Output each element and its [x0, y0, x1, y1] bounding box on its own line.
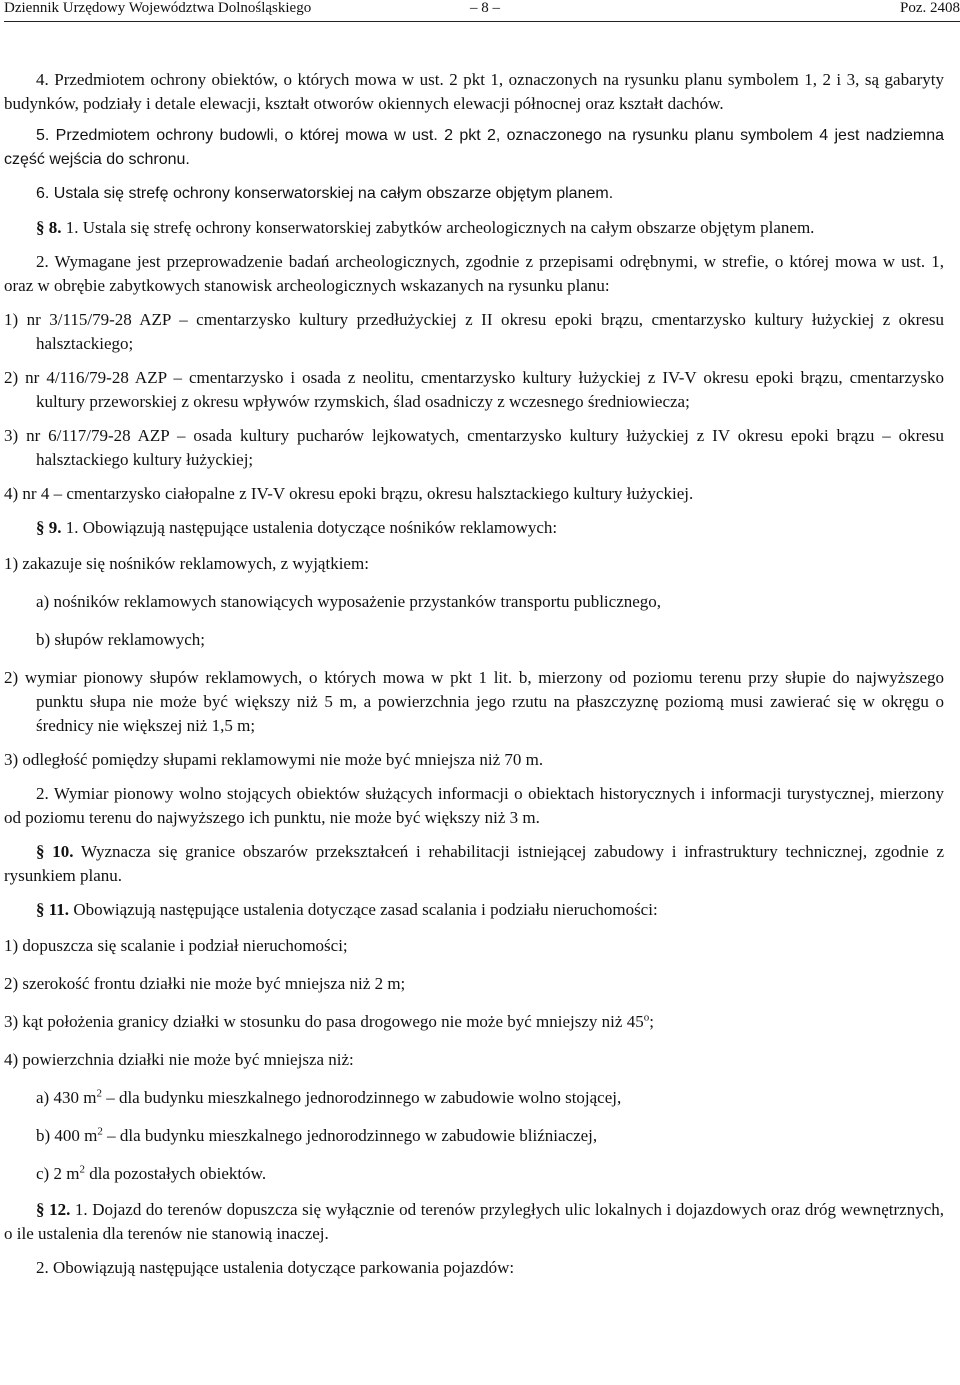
section-8-paragraph-2: 2. Wymagane jest przeprowadzenie badań archeologicznych, zgodnie z przepisami odrębnymi, w strefie, o której mowa w ust. 1, oraz w obrębie zabytkowych stanowisk archeologicznych wskazanych na rysunku planu:: [4, 252, 944, 295]
section-11: [4, 898, 944, 922]
section-11-item-3: 3) kąt położenia granicy działki w stosunku do pasa drogowego nie może być mniejszy niż 45$^o$;: [4, 1011, 654, 1031]
section-9-paragraph-1: [4, 516, 944, 540]
section-9-paragraph-2: 2. Wymiar pionowy wolno stojących obiektów służących informacji o obiektach historycznych i informacji turystycznej, mierzony od poziomu terenu do najwyższego ich punktu, nie może być większy niż 3 m.: [4, 784, 944, 827]
journal-title: Dziennik Urzędowy Województwa Dolnośląskiego: [4, 0, 312, 16]
section-text: 1. Obowiązują następujące ustalenia dotyczące nośników reklamowych:: [61, 518, 558, 537]
section-text: 1. Ustala się strefę ochrony konserwatorskiej zabytków archeologicznych na całym obszarze objętym planem.: [61, 218, 815, 237]
section-8-item-2: 2) nr 4/116/79-28 AZP – cmentarzysko i osada z neolitu, cmentarzysko kultury łużyckiej z IV-V okresu epoki brązu, cmentarzysko kultury przeworskiej z okresu wpływów rzymskich, ślad osadniczy z wczesnego średniowiecza;: [4, 368, 944, 411]
paragraph-5: 5. Przedmiotem ochrony budowli, o której mowa w ust. 2 pkt 2, oznaczonego na rysunku planu symbolem 4 jest nadziemna część wejścia do schronu.: [4, 127, 944, 168]
header-divider: [4, 21, 960, 22]
section-11-item-4a: a) 430 $m^2$ – dla budynku mieszkalnego jednorodzinnego w zabudowie wolno stojącej,: [36, 1087, 622, 1107]
paragraph-4: 4. Przedmiotem ochrony obiektów, o których mowa w ust. 2 pkt 1, oznaczonych na rysunku planu symbolem 1, 2 i 3, są gabaryty budynków, podziały i detale elewacji, kształt otworów okiennych elewacji północnej oraz kształt dachów.: [4, 70, 944, 113]
section-10: [4, 840, 944, 888]
section-number: § 11.: [36, 900, 70, 919]
position-number: Poz. 2408: [900, 0, 960, 16]
section-11-item-2: 2) szerokość frontu działki nie może być mniejsza niż 2 m;: [4, 974, 406, 993]
section-number: § 12.: [36, 1200, 71, 1219]
section-number: § 8.: [36, 218, 62, 237]
section-number: § 10.: [36, 842, 74, 861]
document-body: [4, 68, 944, 1280]
section-11-item-1: 1) dopuszcza się scalanie i podział nieruchomości;: [4, 936, 348, 955]
section-8-item-4: 4) nr 4 – cmentarzysko ciałopalne z IV-V okresu epoki brązu, okresu halsztackiego kultury łużyckiej.: [4, 484, 694, 503]
section-11-item-4c: c) 2 $m^2$ dla pozostałych obiektów.: [36, 1163, 267, 1183]
section-12-paragraph-2: 2. Obowiązują następujące ustalenia dotyczące parkowania pojazdów:: [36, 1258, 515, 1277]
paragraph-6: 6. Ustala się strefę ochrony konserwatorskiej na całym obszarze objętym planem.: [36, 185, 614, 202]
section-8-paragraph-1: [4, 216, 944, 240]
section-9-item-3: 3) odległość pomiędzy słupami reklamowymi nie może być mniejsza niż 70 m.: [4, 750, 544, 769]
section-12-paragraph-1: [4, 1198, 944, 1246]
section-text: 1. Dojazd do terenów dopuszcza się wyłącznie od terenów przyległych ulic lokalnych i dojazdowych oraz dróg wewnętrznych, o ile ustalenia dla terenów nie stanowią inaczej.: [4, 1200, 944, 1243]
section-text: Obowiązują następujące ustalenia dotyczące zasad scalania i podziału nieruchomości:: [69, 900, 658, 919]
section-11-item-4: 4) powierzchnia działki nie może być mniejsza niż:: [4, 1050, 354, 1069]
page-number: – 8 –: [470, 0, 500, 16]
page-header: [4, 0, 960, 16]
section-9-item-2: 2) wymiar pionowy słupów reklamowych, o których mowa w pkt 1 lit. b, mierzony od poziomu terenu przy słupie do najwyższego punktu słupa nie może być większy niż 5 m, a powierzchnia jego rzutu na płaszczyznę poziomą musi zawierać się w okręgu o średnicy nie większej niż 1,5 m;: [4, 668, 944, 735]
section-9-item-1a: a) nośników reklamowych stanowiących wyposażenie przystanków transportu publicznego,: [36, 592, 662, 611]
section-11-item-4b: b) 400 $m^2$ – dla budynku mieszkalnego jednorodzinnego w zabudowie bliźniaczej,: [36, 1125, 598, 1145]
section-9-item-1b: b) słupów reklamowych;: [36, 630, 206, 649]
section-9-item-1: 1) zakazuje się nośników reklamowych, z wyjątkiem:: [4, 554, 369, 573]
section-8-item-1: 1) nr 3/115/79-28 AZP – cmentarzysko kultury przedłużyckiej z II okresu epoki brązu, cmentarzysko kultury łużyckiej z okresu halsztackiego;: [4, 310, 944, 353]
section-number: § 9.: [36, 518, 62, 537]
section-8-item-3: 3) nr 6/117/79-28 AZP – osada kultury pucharów lejkowatych, cmentarzysko kultury łużyckiej z IV okresu epoki brązu – okresu halsztackiego kultury łużyckiej;: [4, 426, 944, 469]
section-text: Wyznacza się granice obszarów przekształceń i rehabilitacji istniejącej zabudowy i infrastruktury technicznej, zgodnie z rysunkiem planu.: [4, 842, 944, 885]
